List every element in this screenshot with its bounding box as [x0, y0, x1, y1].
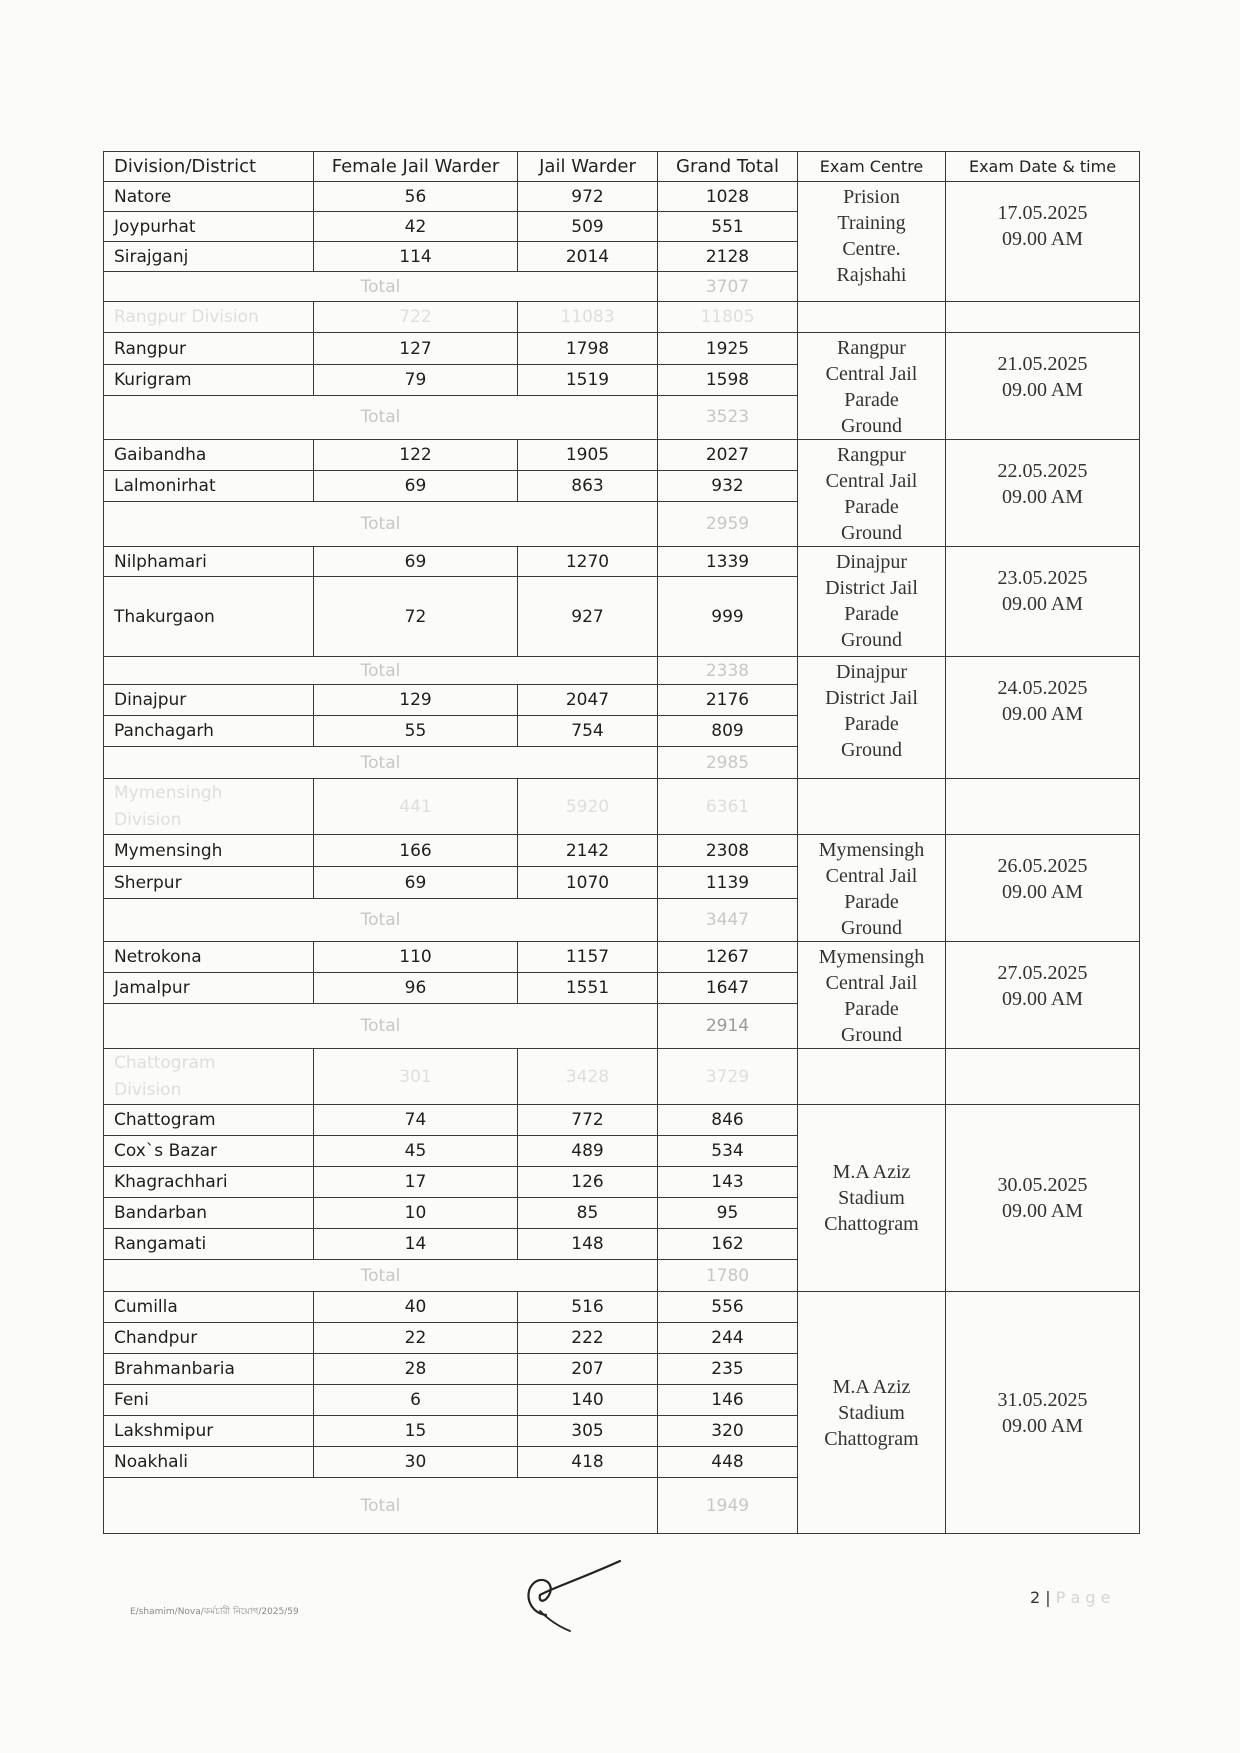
exam-centre-line: District Jail	[825, 687, 918, 709]
district-name: Netrokona	[104, 942, 314, 973]
exam-centre-line: Stadium	[838, 1401, 905, 1424]
exam-date: 24.05.2025	[997, 677, 1088, 699]
jail-warder-count: 927	[518, 577, 658, 657]
exam-date-cell	[946, 440, 1140, 547]
grand-total-count: 2308	[658, 835, 798, 867]
jail-warder-count: 1157	[518, 942, 658, 973]
total-label: Total	[104, 395, 658, 439]
district-name: Joypurhat	[104, 212, 314, 242]
total-label: Total	[104, 1260, 658, 1292]
district-name: Lalmonirhat	[104, 470, 314, 501]
district-name: Lakshmipur	[104, 1416, 314, 1447]
division-name-line: Mymensingh	[114, 782, 223, 803]
grand-total-count: 95	[658, 1198, 798, 1229]
total-label: Total	[104, 899, 658, 942]
header-jail-warder: Jail Warder	[518, 152, 658, 182]
total-label: Total	[104, 1478, 658, 1534]
exam-centre-line: Mymensingh	[818, 839, 925, 861]
page-number-value: 2 |	[1030, 1588, 1051, 1607]
exam-centre-line: Dinajpur	[835, 661, 908, 683]
female-warder-count: 22	[314, 1323, 518, 1354]
grand-total-count: 2176	[658, 685, 798, 716]
exam-centre-line: Mymensingh	[818, 946, 925, 968]
header-female-jail-warder: Female Jail Warder	[314, 152, 518, 182]
district-name: Feni	[104, 1385, 314, 1416]
exam-centre-line: Ground	[840, 739, 903, 761]
female-warder-count: 114	[314, 242, 518, 272]
jail-warder-count: 418	[518, 1447, 658, 1478]
exam-centre-line: Rangpur	[837, 444, 906, 466]
district-name: Cumilla	[104, 1292, 314, 1323]
empty-cell	[946, 1049, 1140, 1105]
female-warder-count: 10	[314, 1198, 518, 1229]
exam-centre-line: Ground	[840, 522, 903, 544]
total-label: Total	[104, 501, 658, 546]
jail-warder-count: 1551	[518, 972, 658, 1003]
district-row	[104, 942, 1140, 973]
exam-date-cell	[946, 333, 1140, 440]
district-name: Khagrachhari	[104, 1167, 314, 1198]
female-warder-count: 72	[314, 577, 518, 657]
grand-total-count: 244	[658, 1323, 798, 1354]
empty-cell	[798, 1049, 946, 1105]
exam-date-cell	[946, 657, 1140, 779]
total-label: Total	[104, 657, 658, 685]
exam-date: 21.05.2025	[997, 353, 1088, 375]
grand-total-count: 2128	[658, 242, 798, 272]
exam-date-cell	[946, 835, 1140, 942]
grand-total-count: 809	[658, 716, 798, 747]
division-row	[104, 1049, 1140, 1105]
grand-total-count: 1598	[658, 365, 798, 395]
division-name	[104, 1049, 314, 1105]
jail-warder-count: 772	[518, 1105, 658, 1136]
district-name: Kurigram	[104, 365, 314, 395]
female-warder-count: 129	[314, 685, 518, 716]
group-total: 2338	[658, 657, 798, 685]
exam-centre-cell	[798, 657, 946, 779]
female-warder-count: 166	[314, 835, 518, 867]
jail-warder-count: 207	[518, 1354, 658, 1385]
grand-total-count: 556	[658, 1292, 798, 1323]
grand-total-count: 320	[658, 1416, 798, 1447]
exam-schedule-table	[103, 151, 1140, 1534]
jail-warder-count: 1270	[518, 547, 658, 577]
district-row	[104, 333, 1140, 365]
district-row	[104, 835, 1140, 867]
grand-total-count: 162	[658, 1229, 798, 1260]
jail-warder-count: 222	[518, 1323, 658, 1354]
exam-time: 09.00 AM	[1001, 881, 1084, 903]
exam-centre-line: Dinajpur	[835, 551, 908, 573]
division-warder-total: 11083	[518, 302, 658, 333]
female-warder-count: 69	[314, 470, 518, 501]
grand-total-count: 551	[658, 212, 798, 242]
exam-centre-line: Centre.	[842, 238, 901, 260]
female-warder-count: 122	[314, 440, 518, 471]
exam-date: 17.05.2025	[997, 202, 1088, 224]
empty-cell	[798, 302, 946, 333]
exam-centre-line: Ground	[840, 1024, 903, 1046]
jail-warder-count: 148	[518, 1229, 658, 1260]
exam-date: 30.05.2025	[997, 1174, 1088, 1196]
exam-centre-cell	[798, 333, 946, 440]
exam-date: 22.05.2025	[997, 460, 1088, 482]
header-grand-total: Grand Total	[658, 152, 798, 182]
district-name: Natore	[104, 182, 314, 212]
exam-time: 09.00 AM	[1001, 1200, 1084, 1222]
division-grand-total: 3729	[658, 1049, 798, 1105]
exam-centre-line: Parade	[844, 496, 899, 518]
grand-total-count: 932	[658, 470, 798, 501]
exam-centre-line: Prision	[843, 186, 900, 208]
district-name: Jamalpur	[104, 972, 314, 1003]
female-warder-count: 14	[314, 1229, 518, 1260]
grand-total-count: 1339	[658, 547, 798, 577]
exam-centre-cell	[798, 1292, 946, 1534]
grand-total-count: 846	[658, 1105, 798, 1136]
division-name-line: Chattogram	[114, 1052, 216, 1073]
district-name: Chattogram	[104, 1105, 314, 1136]
exam-date-cell	[946, 1292, 1140, 1534]
grand-total-count: 448	[658, 1447, 798, 1478]
empty-cell	[946, 779, 1140, 835]
district-name: Dinajpur	[104, 685, 314, 716]
grand-total-count: 1925	[658, 333, 798, 365]
grand-total-count: 2027	[658, 440, 798, 471]
exam-time: 09.00 AM	[1001, 379, 1084, 401]
division-warder-total: 3428	[518, 1049, 658, 1105]
exam-centre-line: Ground	[840, 917, 903, 939]
jail-warder-count: 1905	[518, 440, 658, 471]
grand-total-count: 235	[658, 1354, 798, 1385]
group-total: 3447	[658, 899, 798, 942]
jail-warder-count: 305	[518, 1416, 658, 1447]
jail-warder-count: 2014	[518, 242, 658, 272]
group-total: 3707	[658, 272, 798, 302]
page-number	[1030, 1588, 1110, 1607]
female-warder-count: 56	[314, 182, 518, 212]
female-warder-count: 96	[314, 972, 518, 1003]
division-name-line: Division	[114, 809, 182, 830]
header-exam-date-time: Exam Date & time	[946, 152, 1140, 182]
exam-time: 09.00 AM	[1001, 988, 1084, 1010]
district-row	[104, 547, 1140, 577]
district-name: Gaibandha	[104, 440, 314, 471]
total-row	[104, 657, 1140, 685]
empty-cell	[946, 302, 1140, 333]
exam-centre-cell	[798, 440, 946, 547]
exam-date-cell	[946, 1105, 1140, 1292]
female-warder-count: 79	[314, 365, 518, 395]
exam-time: 09.00 AM	[1001, 1414, 1084, 1437]
female-warder-count: 6	[314, 1385, 518, 1416]
female-warder-count: 30	[314, 1447, 518, 1478]
grand-total-count: 999	[658, 577, 798, 657]
header-exam-centre: Exam Centre	[798, 152, 946, 182]
female-warder-count: 15	[314, 1416, 518, 1447]
signature	[510, 1555, 630, 1635]
group-total: 2914	[658, 1003, 798, 1048]
division-row	[104, 302, 1140, 333]
female-warder-count: 42	[314, 212, 518, 242]
jail-warder-count: 754	[518, 716, 658, 747]
female-warder-count: 17	[314, 1167, 518, 1198]
jail-warder-count: 863	[518, 470, 658, 501]
grand-total-count: 1028	[658, 182, 798, 212]
exam-centre-cell	[798, 182, 946, 302]
exam-time: 09.00 AM	[1001, 228, 1084, 250]
division-warder-total: 5920	[518, 779, 658, 835]
exam-date: 31.05.2025	[997, 1388, 1088, 1411]
division-grand-total: 6361	[658, 779, 798, 835]
exam-centre-line: Central Jail	[825, 363, 918, 385]
exam-date-cell	[946, 942, 1140, 1049]
exam-centre-line: Parade	[844, 389, 899, 411]
district-name: Bandarban	[104, 1198, 314, 1229]
exam-centre-line: Stadium	[838, 1187, 905, 1209]
exam-time: 09.00 AM	[1001, 593, 1084, 615]
exam-centre-line: Parade	[844, 603, 899, 625]
district-row	[104, 182, 1140, 212]
exam-centre-cell	[798, 835, 946, 942]
jail-warder-count: 140	[518, 1385, 658, 1416]
exam-centre-line: Rajshahi	[836, 264, 907, 286]
district-name: Panchagarh	[104, 716, 314, 747]
exam-centre-line: Central Jail	[825, 865, 918, 887]
exam-date: 26.05.2025	[997, 855, 1088, 877]
exam-centre-line: Ground	[840, 629, 903, 651]
district-row	[104, 1105, 1140, 1136]
group-total: 2985	[658, 747, 798, 779]
grand-total-count: 1647	[658, 972, 798, 1003]
jail-warder-count: 126	[518, 1167, 658, 1198]
female-warder-count: 40	[314, 1292, 518, 1323]
exam-centre-line: M.A Aziz	[832, 1161, 911, 1183]
group-total: 1780	[658, 1260, 798, 1292]
division-row	[104, 779, 1140, 835]
exam-centre-line: M.A Aziz	[832, 1375, 911, 1398]
division-female-total: 441	[314, 779, 518, 835]
district-name: Noakhali	[104, 1447, 314, 1478]
grand-total-count: 1267	[658, 942, 798, 973]
district-name: Chandpur	[104, 1323, 314, 1354]
jail-warder-count: 1070	[518, 867, 658, 899]
jail-warder-count: 509	[518, 212, 658, 242]
jail-warder-count: 489	[518, 1136, 658, 1167]
female-warder-count: 28	[314, 1354, 518, 1385]
table-header-row	[104, 152, 1140, 182]
total-label: Total	[104, 272, 658, 302]
jail-warder-count: 972	[518, 182, 658, 212]
female-warder-count: 55	[314, 716, 518, 747]
division-name	[104, 779, 314, 835]
grand-total-count: 1139	[658, 867, 798, 899]
district-row	[104, 440, 1140, 471]
division-grand-total: 11805	[658, 302, 798, 333]
total-label: Total	[104, 1003, 658, 1048]
grand-total-count: 143	[658, 1167, 798, 1198]
female-warder-count: 127	[314, 333, 518, 365]
exam-centre-line: Chattogram	[824, 1213, 919, 1235]
jail-warder-count: 2047	[518, 685, 658, 716]
exam-date-cell	[946, 547, 1140, 657]
exam-centre-cell	[798, 942, 946, 1049]
female-warder-count: 74	[314, 1105, 518, 1136]
jail-warder-count: 1519	[518, 365, 658, 395]
jail-warder-count: 2142	[518, 835, 658, 867]
division-name: Rangpur Division	[104, 302, 314, 333]
grand-total-count: 146	[658, 1385, 798, 1416]
exam-centre-cell	[798, 1105, 946, 1292]
exam-date-cell	[946, 182, 1140, 302]
exam-centre-line: Ground	[840, 415, 903, 437]
jail-warder-count: 1798	[518, 333, 658, 365]
page-word: P a g e	[1055, 1588, 1111, 1607]
division-name-line: Division	[114, 1079, 182, 1100]
group-total: 3523	[658, 395, 798, 439]
table-body	[104, 152, 1140, 1534]
exam-centre-line: Chattogram	[824, 1427, 919, 1450]
district-name: Thakurgaon	[104, 577, 314, 657]
exam-centre-line: Training	[837, 212, 906, 234]
district-name: Mymensingh	[104, 835, 314, 867]
exam-centre-line: District Jail	[825, 577, 918, 599]
exam-centre-cell	[798, 547, 946, 657]
female-warder-count: 110	[314, 942, 518, 973]
district-name: Nilphamari	[104, 547, 314, 577]
group-total: 1949	[658, 1478, 798, 1534]
female-warder-count: 45	[314, 1136, 518, 1167]
empty-cell	[798, 779, 946, 835]
exam-time: 09.00 AM	[1001, 486, 1084, 508]
exam-centre-line: Rangpur	[837, 337, 906, 359]
district-name: Sherpur	[104, 867, 314, 899]
exam-centre-line: Central Jail	[825, 972, 918, 994]
exam-centre-line: Parade	[844, 998, 899, 1020]
division-female-total: 722	[314, 302, 518, 333]
footer-file-path: E/shamim/Nova/কর্মচারী নিয়োগ/2025/59	[130, 1607, 299, 1617]
grand-total-count: 534	[658, 1136, 798, 1167]
exam-centre-line: Parade	[844, 713, 899, 735]
female-warder-count: 69	[314, 867, 518, 899]
exam-centre-line: Central Jail	[825, 470, 918, 492]
total-label: Total	[104, 747, 658, 779]
exam-centre-line: Parade	[844, 891, 899, 913]
jail-warder-count: 516	[518, 1292, 658, 1323]
exam-time: 09.00 AM	[1001, 703, 1084, 725]
district-name: Sirajganj	[104, 242, 314, 272]
district-name: Brahmanbaria	[104, 1354, 314, 1385]
exam-date: 27.05.2025	[997, 962, 1088, 984]
group-total: 2959	[658, 501, 798, 546]
district-name: Rangpur	[104, 333, 314, 365]
exam-date: 23.05.2025	[997, 567, 1088, 589]
jail-warder-count: 85	[518, 1198, 658, 1229]
district-name: Rangamati	[104, 1229, 314, 1260]
division-female-total: 301	[314, 1049, 518, 1105]
district-row	[104, 1292, 1140, 1323]
header-division-district: Division/District	[104, 152, 314, 182]
district-name: Cox`s Bazar	[104, 1136, 314, 1167]
female-warder-count: 69	[314, 547, 518, 577]
